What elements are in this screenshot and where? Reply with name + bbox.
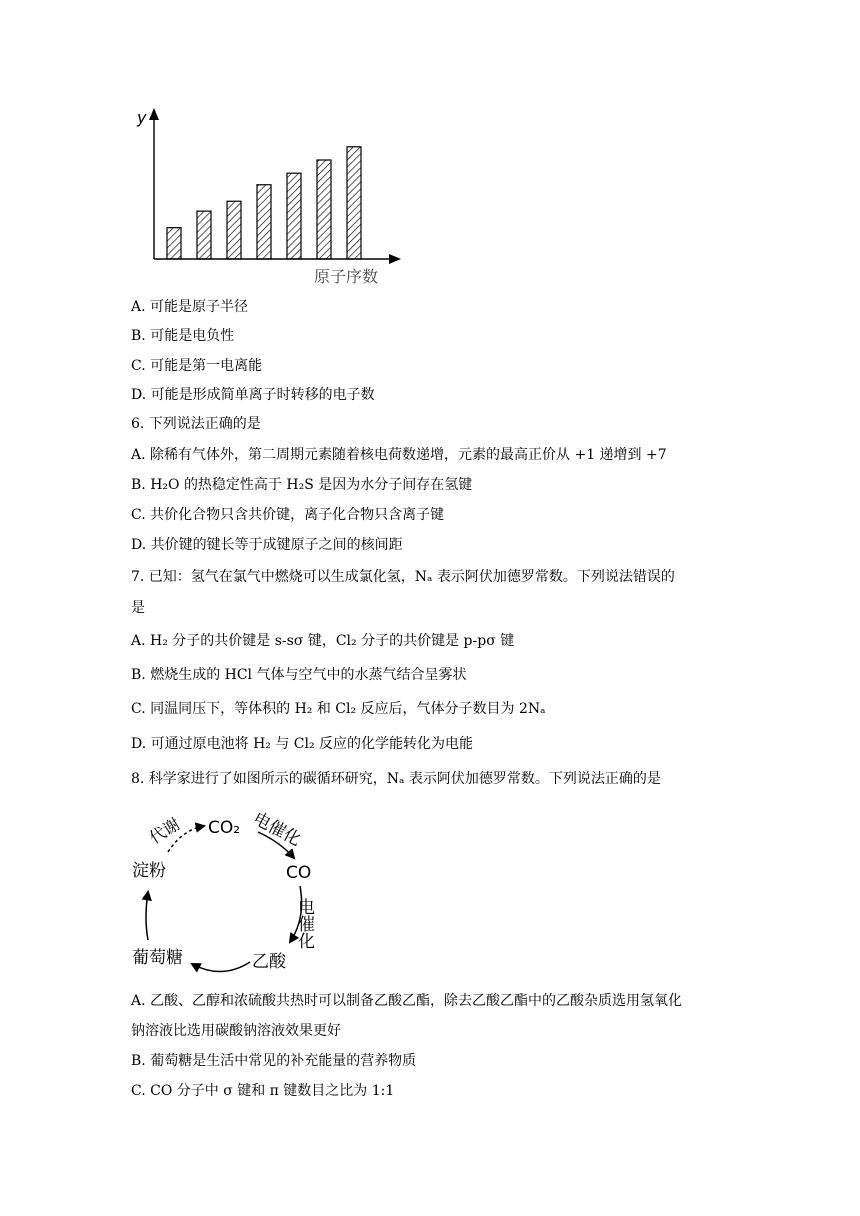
bar-4 <box>257 185 271 259</box>
arrow-glucose-to-starch <box>146 892 148 940</box>
bar-7 <box>347 147 361 259</box>
question-8: 8. 科学家进行了如图所示的碳循环研究，Nₐ 表示阿伏加德罗常数。下列说法正确的是 <box>131 771 661 787</box>
electrocatalysis-right-label: 电催化 <box>294 898 314 949</box>
bar-3 <box>227 201 241 259</box>
bar-chart <box>128 103 408 285</box>
question-7: 7. 已知：氢气在氯气中燃烧可以生成氯化氢，Nₐ 表示阿伏加德罗常数。下列说法错误的 <box>131 569 675 585</box>
option-8c: C. CO 分子中 σ 键和 π 键数目之比为 1:1 <box>131 1083 395 1099</box>
option-6a: A. 除稀有气体外，第二周期元素随着核电荷数递增，元素的最高正价从 +1 递增到 +7 <box>131 447 667 463</box>
co2-label: CO₂ <box>208 818 241 838</box>
option-6b: B. H₂O 的热稳定性高于 H₂S 是因为水分子间存在氢键 <box>131 477 473 493</box>
bar-5 <box>287 173 301 259</box>
bar-1 <box>167 228 181 259</box>
option-5c: C. 可能是第一电离能 <box>131 358 263 374</box>
bar-6 <box>317 160 331 259</box>
option-5b: B. 可能是电负性 <box>131 328 235 344</box>
option-7c: C. 同温同压下，等体积的 H₂ 和 Cl₂ 反应后，气体分子数目为 2Nₐ <box>131 701 546 717</box>
arrow-acetic-acid-to-glucose <box>192 962 250 972</box>
option-7b: B. 燃烧生成的 HCl 气体与空气中的水蒸气结合呈雾状 <box>131 667 467 683</box>
option-8a: A. 乙酸、乙醇和浓硫酸共热时可以制备乙酸乙酯，除去乙酸乙酯中的乙酸杂质选用氢氧化 <box>131 993 683 1009</box>
option-5a: A. 可能是原子半径 <box>131 299 249 315</box>
acetic-acid-label: 乙酸 <box>252 952 286 972</box>
y-axis-label: y <box>137 108 147 127</box>
bar-2 <box>197 211 211 259</box>
option-8b: B. 葡萄糖是生活中常见的补充能量的营养物质 <box>131 1053 417 1069</box>
option-6d: D. 共价键的键长等于成键原子之间的核间距 <box>131 537 403 553</box>
x-axis-arrow <box>389 254 401 264</box>
option-7a: A. H₂ 分子的共价键是 s-sσ 键，Cl₂ 分子的共价键是 p-pσ 键 <box>131 633 515 649</box>
option-7d: D. 可通过原电池将 H₂ 与 Cl₂ 反应的化学能转化为电能 <box>131 736 474 752</box>
option-6c: C. 共价化合物只含共价键，离子化合物只含离子键 <box>131 507 445 523</box>
electrocatalysis-top-label: 电催化 <box>249 808 305 851</box>
option-5d: D. 可能是形成简单离子时转移的电子数 <box>131 387 375 403</box>
starch-label: 淀粉 <box>132 861 166 881</box>
question-6: 6. 下列说法正确的是 <box>131 416 261 432</box>
metabolism-label: 代谢 <box>146 814 184 848</box>
glucose-label: 葡萄糖 <box>132 948 183 968</box>
co-label: CO <box>286 863 312 883</box>
y-axis-arrow <box>149 108 159 120</box>
question-7-cont: 是 <box>131 600 145 616</box>
carbon-cycle-diagram <box>124 800 344 980</box>
x-axis-label: 原子序数 <box>314 267 379 285</box>
option-8a-cont: 钠溶液比选用碳酸钠溶液效果更好 <box>131 1023 341 1039</box>
